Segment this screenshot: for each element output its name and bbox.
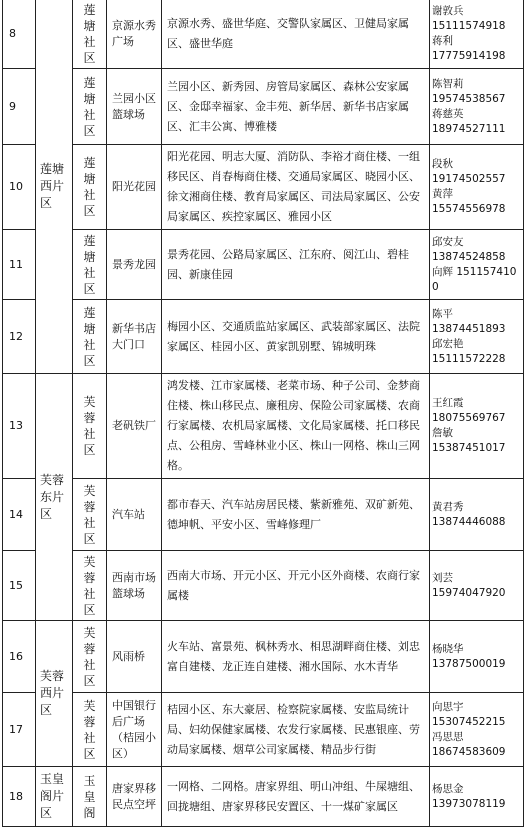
contact-cell xyxy=(430,69,524,145)
coverage-cell: 阳光花园、明志大厦、消防队、李裕才商住楼、一组移民区、肖春梅商住楼、交通局家属区、晓园小区、徐文湘商住楼、教育局家属区、司法局家属区、公安局家属区、疾控家属区、雅园小区 xyxy=(162,145,430,230)
contact-cell xyxy=(430,693,524,767)
community-cell: 莲塘社区 xyxy=(73,69,107,145)
row-number: 14 xyxy=(3,479,36,551)
contact-line: 13874524858 xyxy=(432,250,506,263)
contact-line: 杨晓华 xyxy=(432,642,464,655)
community-cell: 玉皇阁 xyxy=(73,767,107,827)
area-cell: 芙蓉东片区 xyxy=(36,374,73,621)
contact-line: 17775914198 xyxy=(432,49,506,62)
contact-cell xyxy=(430,479,524,551)
distribution-point: 兰园小区篮球场 xyxy=(107,69,162,145)
row-number: 11 xyxy=(3,230,36,300)
distribution-point: 风雨桥 xyxy=(107,621,162,693)
contact-line: 13874446088 xyxy=(432,515,506,528)
contact-line: 黄萍 xyxy=(432,188,453,200)
row-number: 13 xyxy=(3,374,36,479)
area-cell: 玉皇阁片区 xyxy=(36,767,73,827)
table-row xyxy=(3,145,524,230)
contact-line: 15307452215 xyxy=(432,715,506,728)
community-cell: 芙蓉社区 xyxy=(73,621,107,693)
coverage-cell: 梅园小区、交通质监站家属区、武装部家属区、法院家属区、桂园小区、黄家凯别墅、锦城明珠 xyxy=(162,300,430,374)
contact-line: 向思宇 xyxy=(432,700,464,713)
table-row xyxy=(3,69,524,145)
table-row xyxy=(3,767,524,827)
row-number: 17 xyxy=(3,693,36,767)
table-row xyxy=(3,479,524,551)
contact-line: 15387451017 xyxy=(432,442,506,454)
coverage-cell: 桔园小区、东大豪居、检察院家属楼、安监局统计局、妇幼保健家属楼、农发行家属楼、民惠银座、劳动局家属楼、烟草公司家属楼、精品步行街 xyxy=(162,693,430,767)
contact-line: 15974047920 xyxy=(432,586,506,599)
coverage-cell: 火车站、富景苑、枫林秀水、相思湖畔商住楼、刘忠富自建楼、龙正连自建楼、湘水国际、水木青华 xyxy=(162,621,430,693)
distribution-point: 汽车站 xyxy=(107,479,162,551)
table-row xyxy=(3,0,524,69)
table-row xyxy=(3,551,524,621)
coverage-cell: 都市春天、汽车站房居民楼、紫新雅苑、双矿新苑、德坤帆、平安小区、雪峰修理厂 xyxy=(162,479,430,551)
row-number: 10 xyxy=(3,145,36,230)
contact-line: 18075569767 xyxy=(432,412,506,424)
contact-cell xyxy=(430,145,524,230)
row-number: 9 xyxy=(3,69,36,145)
distribution-table xyxy=(2,0,524,827)
distribution-point: 老矾铁厂 xyxy=(107,374,162,479)
contact-cell xyxy=(430,621,524,693)
row-number: 12 xyxy=(3,300,36,374)
contact-line: 18674583609 xyxy=(432,745,506,758)
contact-line: 13874451893 xyxy=(432,322,506,335)
contact-line: 王红霞 xyxy=(432,397,464,409)
contact-line: 15574556978 xyxy=(432,203,506,215)
coverage-cell: 一网格、二网格。唐家界组、明山冲组、牛屎塘组、回拢塘组、唐家界移民安置区、十一煤矿家属区 xyxy=(162,767,430,827)
distribution-point: 唐家界移民点空坪 xyxy=(107,767,162,827)
community-cell: 芙蓉社区 xyxy=(73,374,107,479)
table-row xyxy=(3,300,524,374)
contact-line: 15111574918 xyxy=(432,19,506,32)
contact-line: 陈智莉 xyxy=(432,77,464,90)
community-cell: 莲塘社区 xyxy=(73,300,107,374)
community-cell: 芙蓉社区 xyxy=(73,479,107,551)
contact-cell xyxy=(430,767,524,827)
contact-line: 13787500019 xyxy=(432,657,506,670)
coverage-cell: 鸿发楼、江市家属楼、老菜市场、种子公司、金梦商住楼、株山移民点、廉租房、保险公司家属楼、农商行家属楼、农机局家属楼、文化局家属楼、托口移民点、公租房、雪峰林业小区、株山一网格、株山三网格。 xyxy=(162,374,430,479)
row-number: 15 xyxy=(3,551,36,621)
table-row xyxy=(3,693,524,767)
contact-line: 杨思金 xyxy=(432,782,464,795)
contact-cell xyxy=(430,0,524,69)
contact-line: 詹敏 xyxy=(432,427,453,439)
community-cell: 莲塘社区 xyxy=(73,145,107,230)
contact-line: 段秋 xyxy=(432,158,453,170)
contact-line: 刘芸 xyxy=(432,571,453,584)
row-number: 16 xyxy=(3,621,36,693)
coverage-cell: 京源水秀、盛世华庭、交警队家属区、卫健局家属区、盛世华庭 xyxy=(162,0,430,69)
area-cell: 芙蓉西片区 xyxy=(36,621,73,767)
community-cell: 莲塘社区 xyxy=(73,230,107,300)
contact-cell xyxy=(430,551,524,621)
distribution-point: 西南市场篮球场 xyxy=(107,551,162,621)
contact-line: 向辉 1511574100 xyxy=(432,265,517,293)
community-cell: 芙蓉社区 xyxy=(73,551,107,621)
contact-line: 陈平 xyxy=(432,307,453,320)
contact-line: 冯思思 xyxy=(432,730,464,743)
distribution-point: 阳光花园 xyxy=(107,145,162,230)
contact-cell xyxy=(430,230,524,300)
table-row xyxy=(3,621,524,693)
contact-line: 黄君秀 xyxy=(432,500,464,513)
contact-line: 19574538567 xyxy=(432,92,506,105)
contact-line: 18974527111 xyxy=(432,122,506,135)
coverage-cell: 景秀花园、公路局家属区、江东府、阅江山、碧桂园、新康佳园 xyxy=(162,230,430,300)
coverage-cell: 兰园小区、新秀园、房管局家属区、森林公安家属区、金邸幸福家、金丰苑、新华居、新华书店家属区、汇丰公寓、博雅楼 xyxy=(162,69,430,145)
contact-line: 邱宏艳 xyxy=(432,337,464,350)
distribution-point: 景秀龙园 xyxy=(107,230,162,300)
table-row xyxy=(3,374,524,479)
row-number: 8 xyxy=(3,0,36,69)
table-row xyxy=(3,230,524,300)
distribution-point: 京源水秀广场 xyxy=(107,0,162,69)
contact-line: 13973078119 xyxy=(432,797,506,810)
contact-line: 邱安友 xyxy=(432,235,464,248)
distribution-point: 新华书店大门口 xyxy=(107,300,162,374)
contact-line: 15111572228 xyxy=(432,352,506,365)
contact-cell xyxy=(430,374,524,479)
community-cell: 莲塘社区 xyxy=(73,0,107,69)
contact-line: 19174502557 xyxy=(432,173,506,185)
contact-cell xyxy=(430,300,524,374)
contact-line: 蒋利 xyxy=(432,34,453,47)
row-number: 18 xyxy=(3,767,36,827)
community-cell: 芙蓉社区 xyxy=(73,693,107,767)
coverage-cell: 西南大市场、开元小区、开元小区外商楼、农商行家属楼 xyxy=(162,551,430,621)
contact-line: 蒋慈英 xyxy=(432,107,464,120)
contact-line: 谢敦兵 xyxy=(432,4,464,17)
area-cell: 莲塘西片区 xyxy=(36,0,73,374)
distribution-point: 中国银行后广场（桔园小区） xyxy=(107,693,162,767)
